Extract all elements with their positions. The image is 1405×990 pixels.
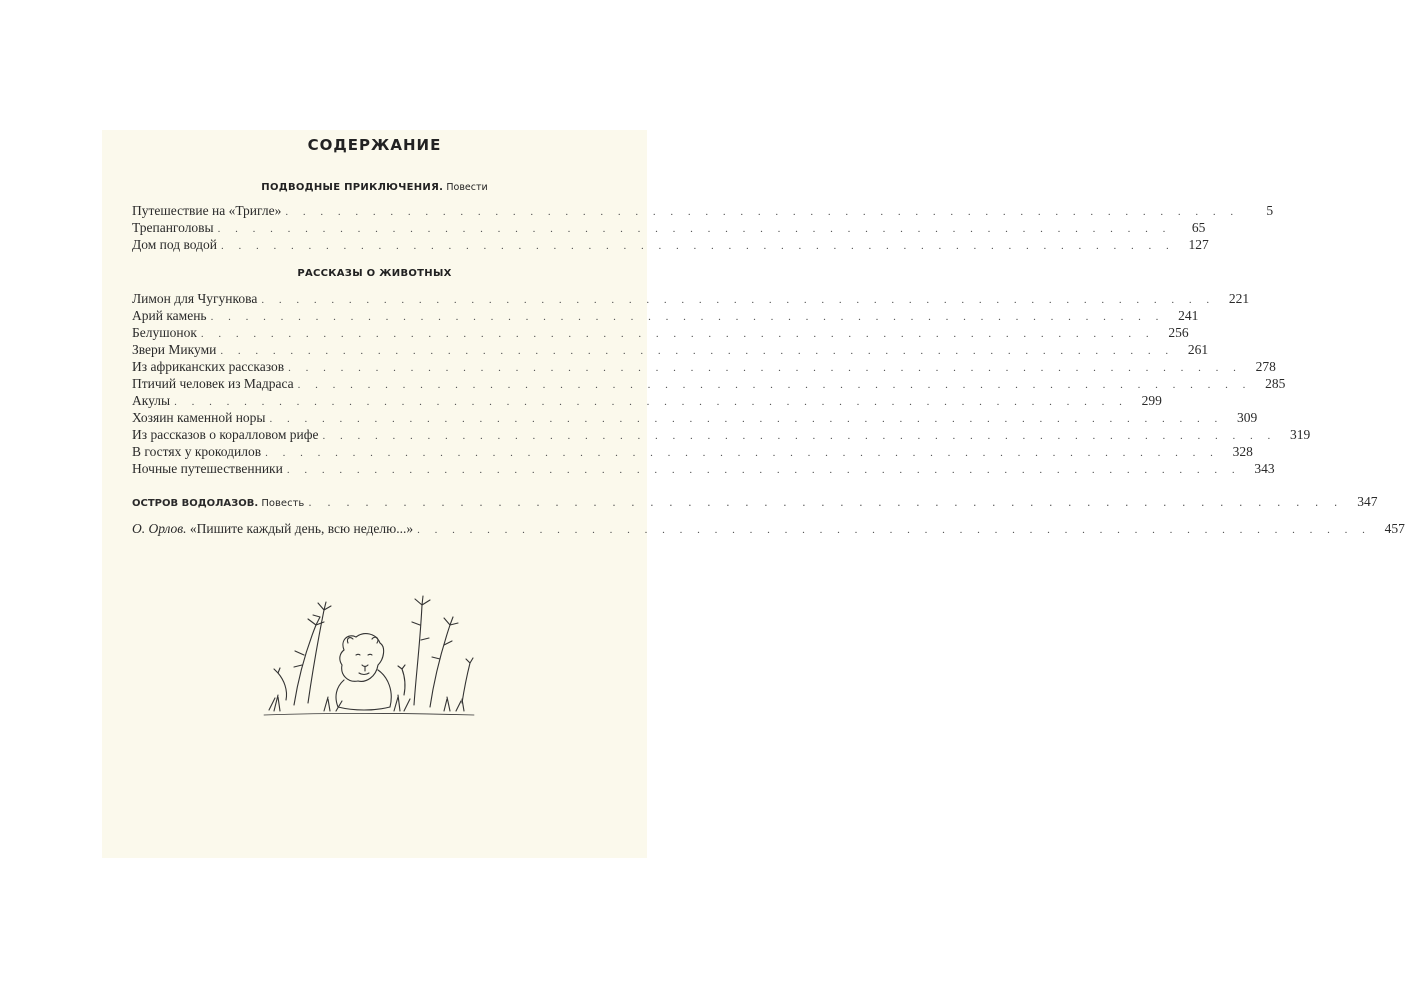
toc-entry-title: Дом под водой (132, 237, 217, 252)
toc-entry-page: 319 (1290, 427, 1311, 442)
toc-entry-title: Белушонок (132, 325, 197, 340)
toc-entry-page: 221 (1228, 291, 1250, 306)
toc-entry-page: 127 (1188, 237, 1209, 252)
section-name: ПОДВОДНЫЕ ПРИКЛЮЧЕНИЯ. (261, 182, 444, 193)
toc-entry[interactable] (132, 342, 1209, 359)
toc-entry-title-wrap (132, 498, 308, 509)
toc-entry-title: Звери Микуми (132, 342, 217, 357)
toc-entry-title: Птичий человек из Мадраса (132, 376, 294, 391)
toc-entry-page: 65 (1191, 220, 1206, 235)
leader-dots: . . . . . . . . . . . . . . . . . . . . . . . . . . . . . . . . . . . . . . . . . . . . . . . . . . . . . . . (297, 379, 1252, 391)
section-sub: Повести (446, 182, 488, 193)
toc-entry-title: Арий камень (132, 308, 207, 323)
toc-entry-page: 241 (1178, 308, 1199, 323)
toc-entry-page: 457 (1384, 521, 1405, 536)
toc-entry-page: 285 (1265, 376, 1286, 391)
toc-entry-divers-island[interactable] (132, 494, 1378, 511)
section-name: РАССКАЗЫ О ЖИВОТНЫХ (297, 268, 452, 279)
section-sub: Повесть (261, 498, 305, 509)
toc-entry[interactable] (132, 359, 1276, 376)
toc-entry-title: Из рассказов о коралловом рифе (132, 427, 319, 442)
toc-entry[interactable] (132, 237, 1209, 254)
toc-entry-page: 261 (1187, 342, 1209, 357)
leader-dots: . . . . . . . . . . . . . . . . . . . . . . . . . . . . . . . . . . . . . . . . . . . . . . . . . . . . . . . (217, 223, 1172, 235)
toc-entry[interactable] (132, 220, 1206, 237)
toc-entry[interactable] (132, 325, 1189, 342)
toc-entry[interactable] (132, 393, 1162, 410)
toc-entry-title: Лимон для Чугункова (132, 291, 258, 306)
leader-dots: . . . . . . . . . . . . . . . . . . . . . . . . . . . . . . . . . . . . . . . . . . . . . . . . . . . . . . . (269, 413, 1224, 425)
toc-entry-page: 309 (1237, 410, 1258, 425)
page-title: СОДЕРЖАНИЕ (307, 136, 442, 154)
leader-dots: . . . . . . . . . . . . . . . . . . . . . . . . . . . . . . . . . . . . . . . . . . . . . . . . . . . . . . . (417, 524, 1371, 536)
toc-entry-title: «Пишите каждый день, всю неделю...» (189, 521, 414, 536)
leader-dots: . . . . . . . . . . . . . . . . . . . . . . . . . . . . . . . . . . . . . . . . . . . . . . . . . . . . . . . (220, 345, 1175, 357)
toc-entry[interactable] (132, 376, 1286, 393)
toc-entry-title: Трепанголовы (132, 220, 214, 235)
toc-entry[interactable] (132, 308, 1199, 325)
leader-dots: . . . . . . . . . . . . . . . . . . . . . . . . . . . . . . . . . . . . . . . . . . . . . . . . . . . . . . . (308, 496, 1344, 509)
leader-dots: . . . . . . . . . . . . . . . . . . . . . . . . . . . . . . . . . . . . . . . . . . . . . . . . . . . . . . . (200, 328, 1155, 340)
lion-cub-illustration-icon (264, 585, 474, 725)
leader-dots: . . . . . . . . . . . . . . . . . . . . . . . . . . . . . . . . . . . . . . . . . . . . . . . . . . . . . . . (286, 464, 1241, 476)
toc-entry-title-wrap (132, 521, 417, 537)
section-name: ОСТРОВ ВОДОЛАЗОВ. (132, 498, 259, 509)
toc-entry-title: Акулы (132, 393, 171, 408)
toc-entry-page: 343 (1254, 461, 1275, 476)
toc-entry-page: 256 (1168, 325, 1189, 340)
toc-entry-page: 328 (1232, 444, 1253, 459)
leader-dots: . . . . . . . . . . . . . . . . . . . . . . . . . . . . . . . . . . . . . . . . . . . . . . . . . . . . . . . (285, 206, 1240, 218)
leader-dots: . . . . . . . . . . . . . . . . . . . . . . . . . . . . . . . . . . . . . . . . . . . . . . . . . . . . . . . (210, 311, 1165, 323)
leader-dots: . . . . . . . . . . . . . . . . . . . . . . . . . . . . . . . . . . . . . . . . . . . . . . . . . . . . . . . (174, 396, 1128, 408)
leader-dots: . . . . . . . . . . . . . . . . . . . . . . . . . . . . . . . . . . . . . . . . . . . . . . . . . . . . . . . (220, 240, 1175, 252)
leader-dots: . . . . . . . . . . . . . . . . . . . . . . . . . . . . . . . . . . . . . . . . . . . . . . . . . . . . . . . (265, 447, 1219, 459)
toc-entry[interactable] (132, 291, 1250, 308)
toc-entry-title: Хозяин каменной норы (132, 410, 266, 425)
toc-entry-afterword[interactable] (132, 521, 1405, 538)
toc-entry[interactable] (132, 461, 1275, 478)
book-page (102, 130, 1405, 858)
toc-entry[interactable] (132, 203, 1274, 220)
leader-dots: . . . . . . . . . . . . . . . . . . . . . . . . . . . . . . . . . . . . . . . . . . . . . . . . . . . . . . . (288, 362, 1242, 374)
leader-dots: . . . . . . . . . . . . . . . . . . . . . . . . . . . . . . . . . . . . . . . . . . . . . . . . . . . . . . . (261, 294, 1216, 306)
afterword-author: О. Орлов. (132, 521, 187, 536)
section-heading-underwater (102, 182, 647, 193)
toc-entry-page: 299 (1141, 393, 1162, 408)
toc-entry-title: Из африканских рассказов (132, 359, 285, 374)
toc-entry-page: 278 (1255, 359, 1276, 374)
toc-entry-title: Путешествие на «Тригле» (132, 203, 282, 218)
toc-entry[interactable] (132, 444, 1253, 461)
toc-entry-page: 347 (1357, 494, 1378, 509)
leader-dots: . . . . . . . . . . . . . . . . . . . . . . . . . . . . . . . . . . . . . . . . . . . . . . . . . . . . . . . (322, 430, 1277, 442)
toc-entry-page: 5 (1266, 203, 1274, 218)
section-heading-animals (102, 268, 647, 279)
toc-entry-title: Ночные путешественники (132, 461, 283, 476)
toc-entry[interactable] (132, 410, 1258, 427)
toc-entry-title: В гостях у крокодилов (132, 444, 262, 459)
toc-entry[interactable] (132, 427, 1311, 444)
